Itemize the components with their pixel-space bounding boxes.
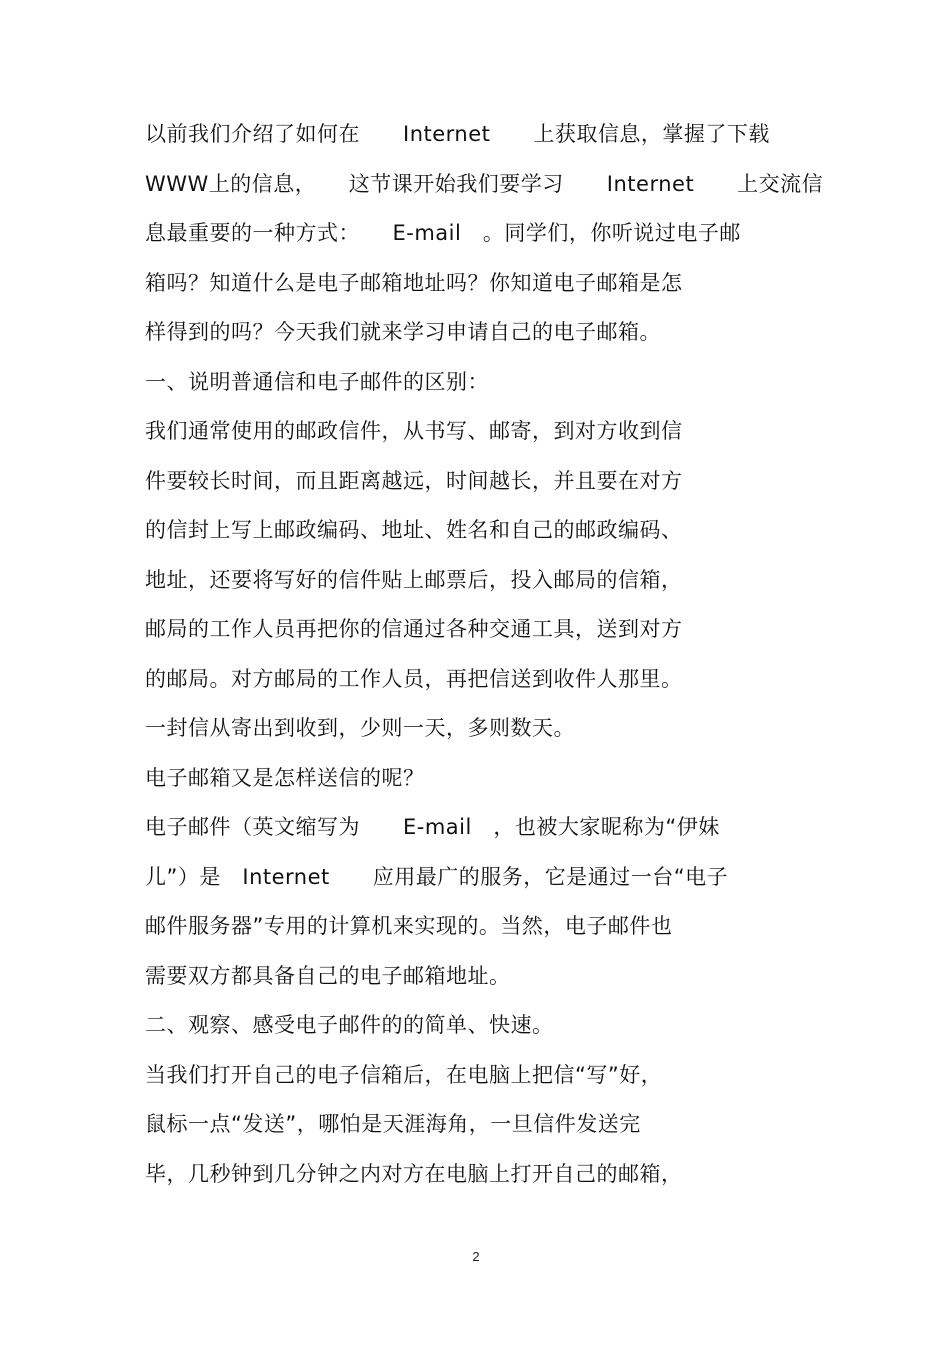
text-line: 的信封上写上邮政编码、地址、姓名和自己的邮政编码、 xyxy=(145,518,683,542)
text-line: 邮局的工作人员再把你的信通过各种交通工具，送到对方 xyxy=(145,617,683,641)
text-line: 毕，几秒钟到几分钟之内对方在电脑上打开自己的邮箱， xyxy=(145,1162,683,1186)
text-line: 地址，还要将写好的信件贴上邮票后，投入邮局的信箱， xyxy=(145,568,683,592)
text-line: 以前我们介绍了如何在 Internet 上获取信息，掌握了下载 xyxy=(145,122,770,146)
text-line: 电子邮件（英文缩写为 E-mail ，也被大家昵称为“伊妹 xyxy=(145,815,720,839)
text-line: 邮件服务器”专用的计算机来实现的。当然，电子邮件也 xyxy=(145,914,673,938)
text-line: 我们通常使用的邮政信件，从书写、邮寄，到对方收到信 xyxy=(145,419,683,443)
page-number: 2 xyxy=(472,1249,480,1264)
text-line: WWW上的信息， 这节课开始我们要学习 Internet 上交流信 xyxy=(145,172,824,196)
text-line: 样得到的吗？今天我们就来学习申请自己的电子邮箱。 xyxy=(145,320,661,344)
text-line: 儿”）是 Internet 应用最广的服务，它是通过一台“电子 xyxy=(145,865,729,889)
text-line: 鼠标一点“发送”，哪怕是天涯海角，一旦信件发送完 xyxy=(145,1112,641,1136)
text-line: 二、观察、感受电子邮件的的简单、快速。 xyxy=(145,1013,554,1037)
text-line: 件要较长时间，而且距离越远，时间越长，并且要在对方 xyxy=(145,469,683,493)
text-line: 箱吗？知道什么是电子邮箱地址吗？你知道电子邮箱是怎 xyxy=(145,271,683,295)
text-line: 电子邮箱又是怎样送信的呢？ xyxy=(145,766,425,790)
text-line: 当我们打开自己的电子信箱后，在电脑上把信“写”好， xyxy=(145,1063,663,1087)
text-line: 一、说明普通信和电子邮件的区别： xyxy=(145,370,489,394)
text-line: 一封信从寄出到收到，少则一天，多则数天。 xyxy=(145,716,575,740)
text-line: 息最重要的一种方式： E-mail 。同学们，你听说过电子邮 xyxy=(145,221,741,245)
text-line: 需要双方都具备自己的电子邮箱地址。 xyxy=(145,964,511,988)
text-line: 的邮局。对方邮局的工作人员，再把信送到收件人那里。 xyxy=(145,667,683,691)
